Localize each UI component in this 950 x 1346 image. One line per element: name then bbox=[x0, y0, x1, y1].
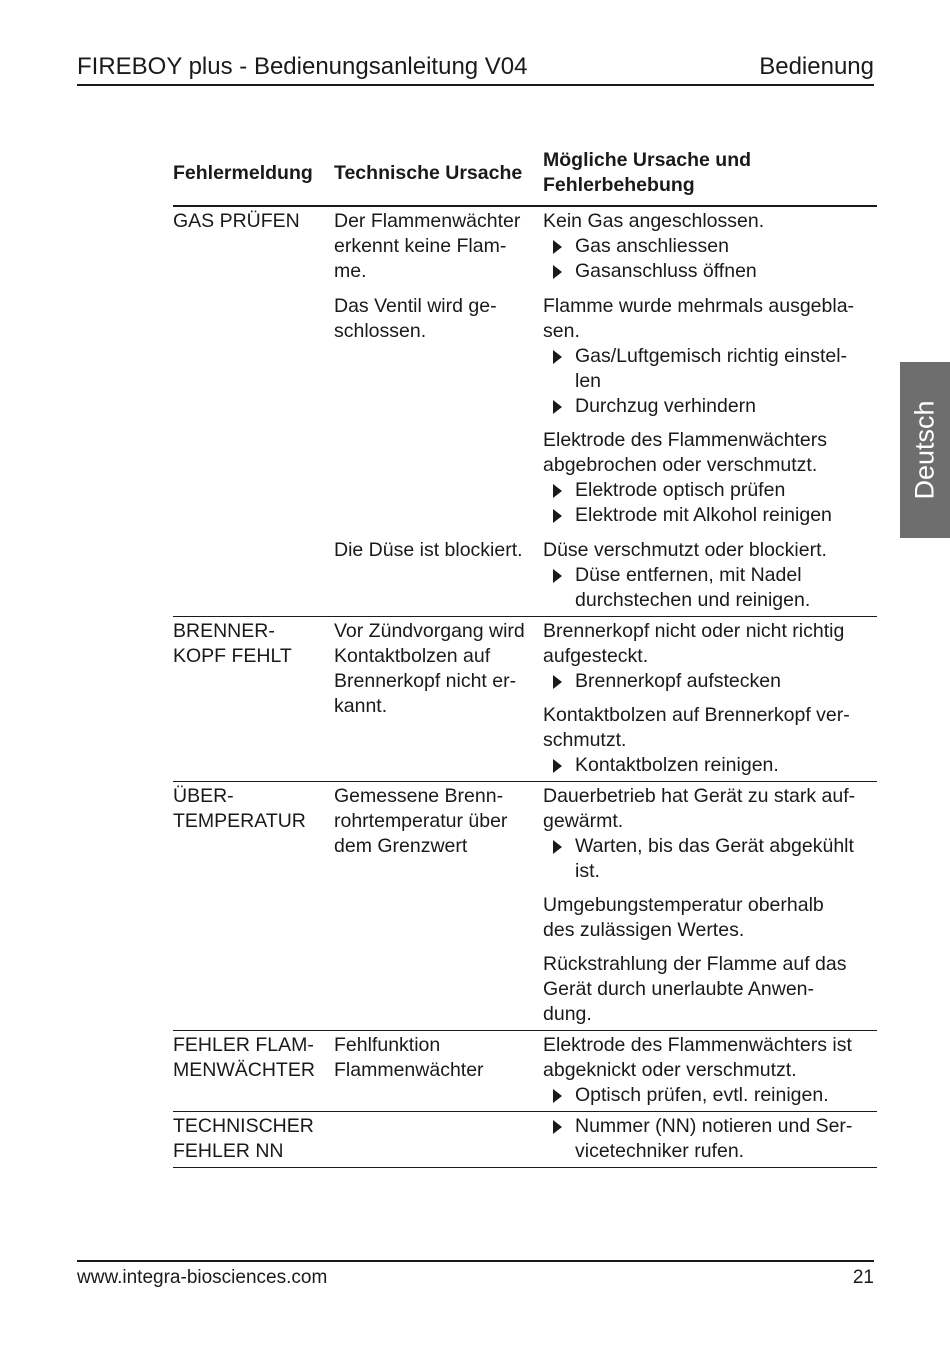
remedy-block bbox=[543, 428, 877, 528]
page-footer bbox=[77, 1260, 874, 1290]
remedy-step bbox=[543, 563, 877, 613]
remedy-text: Flamme wurde mehrmals ausgebla- sen. bbox=[543, 295, 855, 342]
remedy-step-text: Kontaktbolzen reinigen. bbox=[575, 754, 779, 776]
arrow-right-icon bbox=[553, 400, 562, 414]
arrow-right-icon bbox=[553, 240, 562, 254]
remedy-block bbox=[543, 619, 877, 694]
remedy-step bbox=[543, 394, 877, 419]
page-number: 21 bbox=[852, 1267, 874, 1288]
technical-cause: Fehlfunktion Flammenwächter bbox=[334, 1031, 543, 1112]
remedy-step-text: Elektrode mit Alkohol reinigen bbox=[575, 504, 832, 526]
remedy-cell bbox=[543, 531, 877, 617]
remedy-cell bbox=[543, 782, 877, 1031]
remedy-text: Brennerkopf nicht oder nicht richtig aufgesteckt. bbox=[543, 620, 845, 667]
table-row bbox=[173, 206, 877, 287]
technical-cause: Gemessene Brenn- rohrtemperatur über dem Grenzwert bbox=[334, 782, 543, 1031]
arrow-right-icon bbox=[553, 759, 562, 773]
arrow-right-icon bbox=[553, 569, 562, 583]
arrow-right-icon bbox=[553, 265, 562, 279]
technical-cause: Der Flammenwächter erkennt keine Flam- me. bbox=[334, 210, 521, 282]
remedy-step-text: Elektrode optisch prüfen bbox=[575, 479, 786, 501]
technical-cause: Die Düse ist blockiert. bbox=[334, 531, 543, 617]
remedy-cell bbox=[543, 206, 877, 287]
remedy-text: Düse verschmutzt oder blockiert. bbox=[543, 539, 827, 561]
remedy-step-text: Warten, bis das Gerät abgekühlt ist. bbox=[575, 835, 854, 882]
remedy-step-text: Optisch prüfen, evtl. reinigen. bbox=[575, 1084, 829, 1106]
table-row bbox=[173, 1112, 877, 1168]
col-header-possible-cause: Mögliche Ursache und Fehlerbehebung bbox=[543, 145, 877, 206]
remedy-cell bbox=[543, 1031, 877, 1112]
remedy-step-text: Gasanschluss öffnen bbox=[575, 260, 757, 282]
arrow-right-icon bbox=[553, 484, 562, 498]
arrow-right-icon bbox=[553, 1089, 562, 1103]
table-row bbox=[173, 531, 877, 617]
remedy-step-text: Nummer (NN) notieren und Ser- vicetechniker rufen. bbox=[575, 1115, 853, 1162]
language-tab-label: Deutsch bbox=[909, 400, 940, 500]
remedy-step bbox=[543, 344, 877, 394]
remedy-text: Elektrode des Flammenwächters abgebrochen oder verschmutzt. bbox=[543, 429, 827, 476]
arrow-right-icon bbox=[553, 509, 562, 523]
remedy-block bbox=[543, 294, 877, 419]
website-link[interactable]: www.integra-biosciences.com bbox=[77, 1267, 328, 1288]
arrow-right-icon bbox=[553, 675, 562, 689]
table-row bbox=[173, 782, 877, 1031]
remedy-step bbox=[543, 478, 877, 503]
remedy-text: Umgebungstemperatur oberhalb des zulässigen Wertes. bbox=[543, 894, 824, 941]
technical-cause: Das Ventil wird ge- schlossen. bbox=[334, 295, 497, 342]
remedy-cell bbox=[543, 287, 877, 531]
remedy-cell bbox=[543, 1112, 877, 1168]
remedy-step bbox=[543, 669, 877, 694]
remedy-step bbox=[543, 834, 877, 884]
remedy-step bbox=[543, 259, 877, 284]
remedy-step-text: Durchzug verhindern bbox=[575, 395, 757, 417]
remedy-step-text: Brennerkopf aufstecken bbox=[575, 670, 781, 692]
remedy-block bbox=[543, 784, 877, 884]
remedy-text: Kontaktbolzen auf Brennerkopf ver- schmutzt. bbox=[543, 704, 850, 751]
table-row bbox=[173, 1031, 877, 1112]
table-header-row bbox=[173, 145, 877, 206]
remedy-block bbox=[543, 703, 877, 778]
error-message: GAS PRÜFEN bbox=[173, 210, 300, 232]
error-message: FEHLER FLAM- MENWÄCHTER bbox=[173, 1031, 334, 1112]
language-tab bbox=[900, 362, 950, 538]
table-row bbox=[173, 617, 877, 782]
col-header-technical-cause: Technische Ursache bbox=[334, 145, 543, 206]
remedy-cell bbox=[543, 617, 877, 782]
remedy-block bbox=[543, 209, 877, 284]
remedy-text: Kein Gas angeschlossen. bbox=[543, 210, 765, 232]
error-message: ÜBER- TEMPERATUR bbox=[173, 782, 334, 1031]
table-row bbox=[173, 287, 877, 531]
arrow-right-icon bbox=[553, 350, 562, 364]
remedy-step bbox=[543, 234, 877, 259]
remedy-step-text: Düse entfernen, mit Nadel durchstechen und reinigen. bbox=[575, 564, 811, 611]
remedy-step-text: Gas anschliessen bbox=[575, 235, 729, 257]
error-message: BRENNER- KOPF FEHLT bbox=[173, 617, 334, 782]
remedy-step bbox=[543, 1114, 877, 1164]
remedy-step bbox=[543, 1083, 877, 1108]
error-message: TECHNISCHER FEHLER NN bbox=[173, 1112, 334, 1168]
remedy-text: Dauerbetrieb hat Gerät zu stark auf- gewärmt. bbox=[543, 785, 856, 832]
remedy-step bbox=[543, 503, 877, 528]
manual-title: FIREBOY plus - Bedienungsanleitung V04 bbox=[77, 53, 528, 80]
technical-cause: Vor Zündvorgang wird Kontaktbolzen auf Brennerkopf nicht er- kannt. bbox=[334, 617, 543, 782]
arrow-right-icon bbox=[553, 840, 562, 854]
remedy-step-text: Gas/Luftgemisch richtig einstel- len bbox=[575, 345, 848, 392]
col-header-message: Fehlermeldung bbox=[173, 145, 334, 206]
remedy-step bbox=[543, 753, 877, 778]
remedy-text: Elektrode des Flammenwächters ist abgeknickt oder verschmutzt. bbox=[543, 1034, 852, 1081]
section-title: Bedienung bbox=[759, 53, 874, 80]
page-header bbox=[77, 52, 874, 86]
arrow-right-icon bbox=[553, 1120, 562, 1134]
error-table bbox=[173, 145, 877, 1168]
technical-cause bbox=[334, 1112, 543, 1168]
remedy-text: Rückstrahlung der Flamme auf das Gerät durch unerlaubte Anwen- dung. bbox=[543, 953, 847, 1025]
